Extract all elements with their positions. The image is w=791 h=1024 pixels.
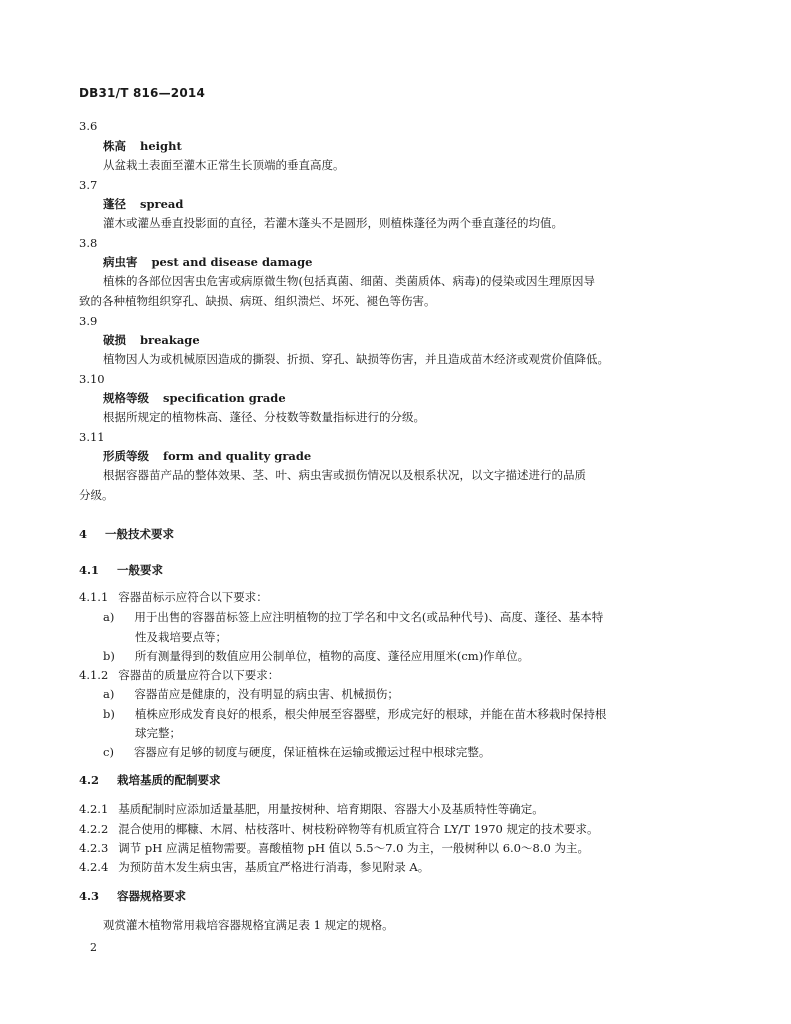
clause-4-2-1	[79, 801, 544, 817]
clause-text: 调节 pH 应满足植物需要。喜酸植物 pH 值以 5.5～7.0 为主，一般树种以 6.0～8.0 为主。	[118, 841, 589, 855]
clause-4-1-1	[79, 589, 268, 605]
list-marker: c)	[103, 745, 114, 759]
list-item	[103, 706, 606, 722]
term-title	[103, 448, 311, 464]
body-paragraph: 观赏灌木植物常用栽培容器规格宜满足表 1 规定的规格。	[103, 918, 394, 932]
clause-number: 4.2.3	[79, 841, 109, 855]
subsection-heading	[79, 888, 186, 904]
term-definition: 根据所规定的植物株高、蓬径、分枝数等数量指标进行的分级。	[103, 410, 425, 424]
term-en: form and quality grade	[163, 449, 312, 463]
term-zh: 病虫害	[103, 255, 138, 269]
clause-text: 容器苗的质量应符合以下要求：	[118, 668, 280, 682]
term-en: specification grade	[163, 391, 286, 405]
list-text: 所有测量得到的数值应用公制单位，植物的高度、蓬径应用厘米(cm)作单位。	[134, 649, 530, 663]
term-definition: 灌木或灌丛垂直投影面的直径，若灌木蓬头不是圆形，则植株蓬径为两个垂直蓬径的均值。	[103, 216, 563, 230]
term-definition: 植株的各部位因害虫危害或病原微生物(包括真菌、细菌、类菌质体、病毒)的侵染或因生理原因导	[103, 274, 595, 288]
list-item	[103, 648, 529, 664]
term-title	[103, 332, 200, 348]
term-definition: 根据容器苗产品的整体效果、茎、叶、病虫害或损伤情况以及根系状况，以文字描述进行的品质	[103, 468, 586, 482]
term-definition-continued: 分级。	[79, 488, 114, 502]
clause-number: 4.2.1	[79, 802, 109, 816]
clause-text: 容器苗标示应符合以下要求：	[118, 590, 268, 604]
term-zh: 蓬径	[103, 197, 126, 211]
term-title	[103, 254, 312, 270]
subsection-title: 容器规格要求	[117, 889, 187, 903]
list-marker: a)	[103, 610, 115, 624]
document-code-header: DB31/T 816—2014	[79, 86, 205, 100]
list-item	[103, 686, 399, 702]
list-item	[103, 609, 603, 625]
subsection-number: 4.3	[79, 889, 100, 903]
clause-text: 基质配制时应添加适量基肥，用量按树种、培育期限、容器大小及基质特性等确定。	[118, 802, 544, 816]
term-en: spread	[140, 197, 184, 211]
section-heading	[79, 526, 174, 542]
subsection-number: 4.2	[79, 773, 100, 787]
clause-number: 4.1.2	[79, 668, 109, 682]
list-text: 植株应形成发育良好的根系，根尖伸展至容器壁，形成完好的根球，并能在苗木移栽时保持根	[134, 707, 607, 721]
term-en: breakage	[140, 333, 200, 347]
list-item	[103, 744, 490, 760]
subsection-title: 栽培基质的配制要求	[117, 773, 221, 787]
clause-text: 混合使用的椰糠、木屑、枯枝落叶、树枝粉碎物等有机质宜符合 LY/T 1970 规定的技术要求。	[118, 822, 599, 836]
clause-4-1-2	[79, 667, 279, 683]
list-text: 容器苗应是健康的，没有明显的病虫害、机械损伤；	[134, 687, 399, 701]
term-definition-continued: 致的各种植物组织穿孔、缺损、病斑、组织溃烂、坏死、褪色等伤害。	[79, 294, 436, 308]
clause-text: 为预防苗木发生病虫害，基质宜严格进行消毒，参见附录 A。	[118, 860, 430, 874]
list-text: 用于出售的容器苗标签上应注明植物的拉丁学名和中文名(或品种代号)、高度、蓬径、基本特	[134, 610, 604, 624]
list-item-continued: 球完整；	[135, 726, 181, 740]
subsection-title: 一般要求	[117, 563, 164, 577]
subsection-heading	[79, 562, 163, 578]
term-title	[103, 390, 286, 406]
clause-4-2-4	[79, 859, 429, 875]
section-number: 4	[79, 527, 88, 541]
clause-number: 4.2.4	[79, 860, 109, 874]
term-number: 3.8	[79, 236, 98, 250]
term-number: 3.6	[79, 119, 98, 133]
term-title	[103, 196, 183, 212]
list-marker: b)	[103, 707, 115, 721]
clause-4-2-2	[79, 821, 599, 837]
section-title: 一般技术要求	[105, 527, 175, 541]
term-number: 3.10	[79, 372, 105, 386]
list-marker: b)	[103, 649, 115, 663]
term-number: 3.9	[79, 314, 98, 328]
subsection-number: 4.1	[79, 563, 100, 577]
clause-number: 4.1.1	[79, 590, 109, 604]
term-zh: 形质等级	[103, 449, 149, 463]
term-zh: 株高	[103, 139, 126, 153]
clause-number: 4.2.2	[79, 822, 109, 836]
term-number: 3.11	[79, 430, 105, 444]
term-title	[103, 138, 182, 154]
term-en: height	[140, 139, 182, 153]
list-marker: a)	[103, 687, 115, 701]
term-definition: 从盆栽土表面至灌木正常生长顶端的垂直高度。	[103, 158, 345, 172]
subsection-heading	[79, 772, 221, 788]
term-en: pest and disease damage	[151, 255, 313, 269]
page-number: 2	[90, 941, 97, 954]
list-text: 容器应有足够的韧度与硬度，保证植株在运输或搬运过程中根球完整。	[133, 745, 491, 759]
term-definition: 植物因人为或机械原因造成的撕裂、折损、穿孔、缺损等伤害，并且造成苗木经济或观赏价值降低。	[103, 352, 609, 366]
term-zh: 破损	[103, 333, 126, 347]
term-zh: 规格等级	[103, 391, 149, 405]
list-item-continued: 性及栽培要点等；	[135, 630, 227, 644]
term-number: 3.7	[79, 178, 98, 192]
clause-4-2-3	[79, 840, 589, 856]
